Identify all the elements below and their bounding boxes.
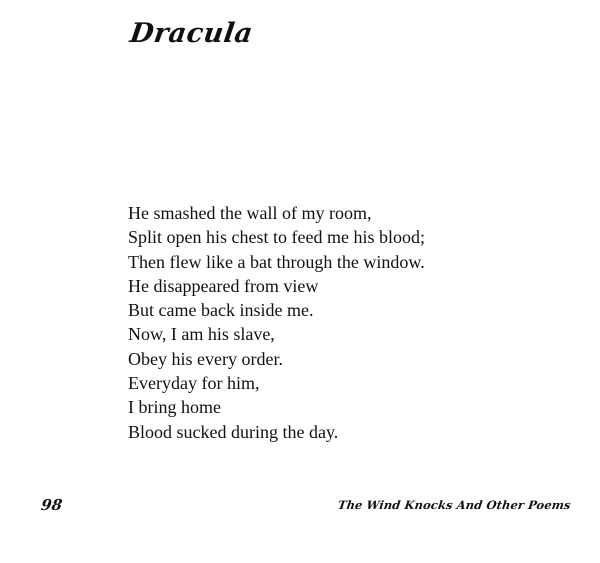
poem-line: Everyday for him,: [128, 373, 260, 394]
poem-line: Now, I am his slave,: [128, 324, 275, 345]
poem-title: Dracula: [128, 18, 255, 49]
poem-line: Split open his chest to feed me his blood;: [128, 227, 425, 248]
poem-line: But came back inside me.: [128, 300, 314, 321]
poem-line: Then flew like a bat through the window.: [128, 251, 425, 272]
page-number: 98: [40, 496, 64, 514]
poem-line: Obey his every order.: [128, 348, 283, 369]
poem-line: He disappeared from view: [128, 275, 319, 296]
poem-line: He smashed the wall of my room,: [128, 203, 372, 223]
poem-body: [128, 201, 425, 444]
poem-line: I bring home: [128, 397, 221, 418]
running-footer-book-title: The Wind Knocks And Other Poems: [337, 498, 572, 512]
poem-line: Blood sucked during the day.: [128, 421, 339, 442]
